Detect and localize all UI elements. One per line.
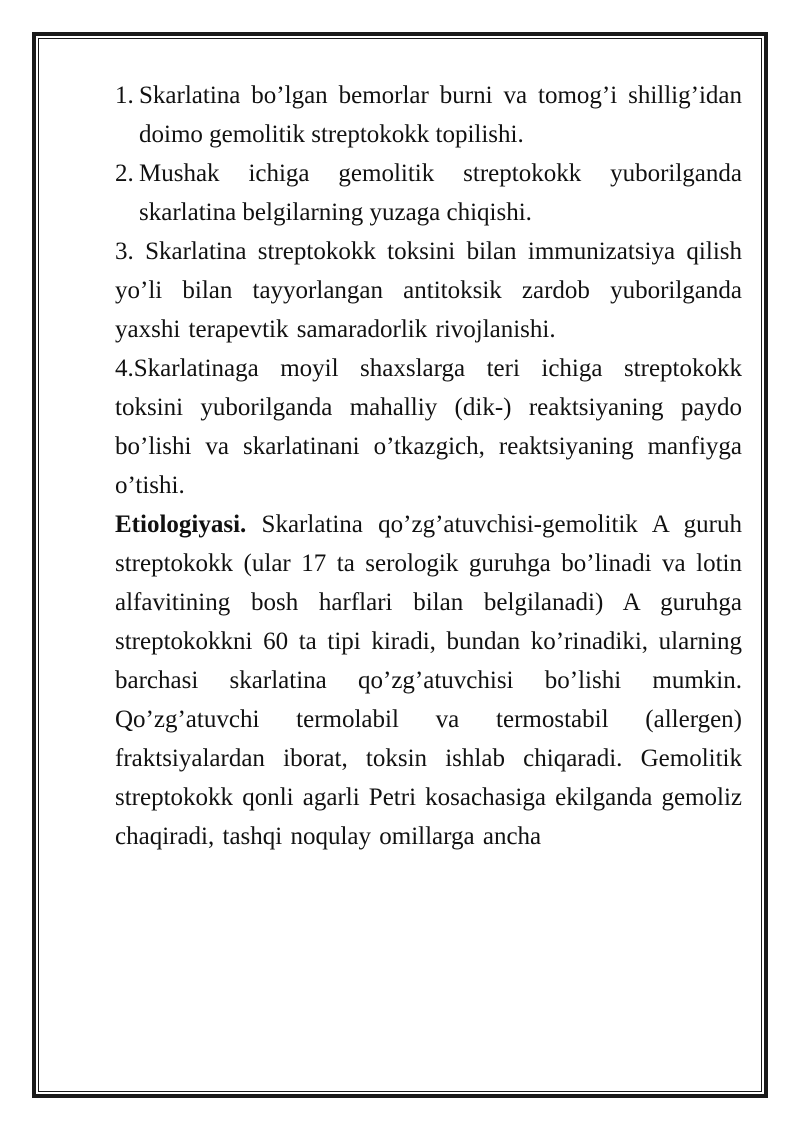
list-item — [115, 76, 742, 154]
list-item-number: 1. — [115, 82, 134, 109]
etiology-heading: Etiologiyasi. — [115, 511, 247, 538]
etiology-paragraph — [115, 505, 742, 856]
list-item-number: 2. — [115, 160, 134, 187]
list-item-text: Skarlatina bo’lgan bemorlar burni va tomog’i shillig’idan doimo gemolitik streptokokk topilishi. — [139, 82, 742, 148]
list-item — [115, 154, 742, 232]
document-body — [115, 76, 742, 856]
etiology-text: Skarlatina qo’zg’atuvchisi-gemolitik A guruh streptokokk (ular 17 ta serologik guruhga bo’linadi va lotin alfavitining bosh harflari bilan belgilanadi) A guruhga streptokokkni 60 ta tipi kiradi, bundan ko’rinadiki, ularning barchasi skarlatina qo’zg’atuvchisi bo’lishi mumkin. Qo’zg’atuvchi termolabil va termostabil (allergen) fraktsiyalardan iborat, toksin ishlab chiqaradi. Gemolitik streptokokk qonli agarli Petri kosachasiga ekilganda gemoliz chaqiradi, tashqi noqulay omillarga ancha — [115, 511, 742, 850]
paragraph-item-3: 3. Skarlatina streptokokk toksini bilan immunizatsiya qilish yo’li bilan tayyorlangan antitoksik zardob yuborilganda yaxshi terapevtik samaradorlik rivojlanishi. — [115, 238, 742, 343]
list-item-text: Mushak ichiga gemolitik streptokokk yuborilganda skarlatina belgilarning yuzaga chiqishi. — [139, 160, 742, 226]
paragraph-item-4: 4.Skarlatinaga moyil shaxslarga teri ichiga streptokokk toksini yuborilganda mahalliy (dik-) reaktsiyaning paydo bo’lishi va skarlatinani o’tkazgich, reaktsiyaning manfiyga o’tishi. — [115, 355, 742, 499]
